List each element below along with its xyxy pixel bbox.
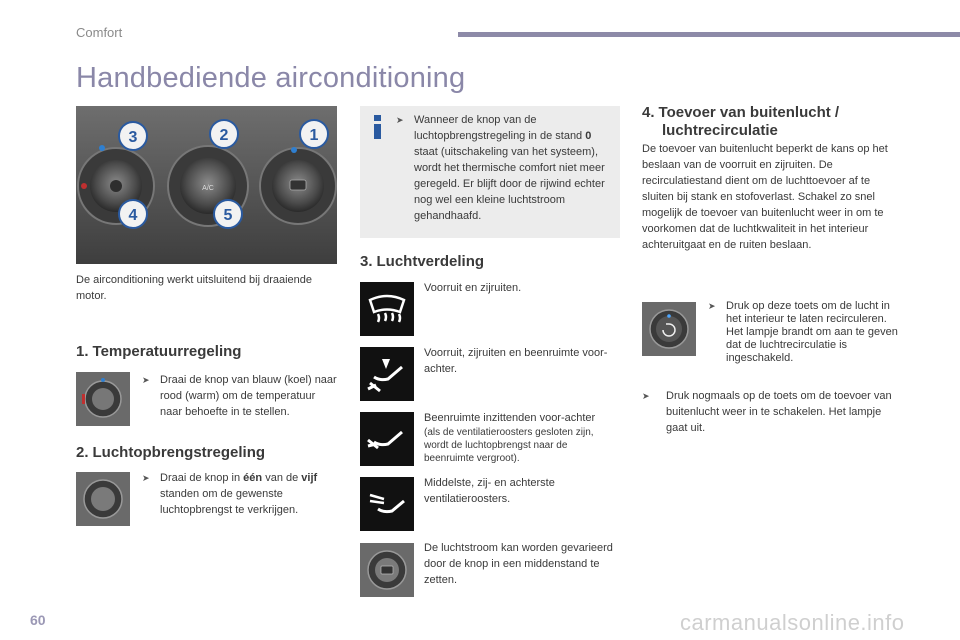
heading-recirculation bbox=[642, 104, 902, 140]
page-number: 60 bbox=[30, 612, 46, 628]
recirculation-button-thumb bbox=[642, 302, 696, 356]
svg-text:3: 3 bbox=[128, 129, 138, 146]
badge-4 bbox=[119, 200, 147, 228]
windscreen-defrost-icon bbox=[360, 282, 414, 336]
heading-blower bbox=[76, 444, 265, 461]
distribution-item-1: Voorruit en zijruiten. bbox=[424, 282, 522, 294]
heading-text: Luchtverdeling bbox=[376, 253, 485, 270]
badge-5 bbox=[214, 200, 242, 228]
svg-text:4: 4 bbox=[128, 207, 138, 224]
distribution-item-5: De luchtstroom kan worden gevarieerd door de knop in een middenstand te zetten. bbox=[424, 542, 613, 586]
bullet-temperature bbox=[142, 372, 338, 420]
feet-airflow-icon bbox=[360, 412, 414, 466]
bullet-text: Druk op deze toets om de lucht in het interieur te laten recirculeren. Het lampje brandt om aan te geven dat de luchtrecirculatie is ingeschakeld. bbox=[726, 300, 898, 364]
badge-3 bbox=[119, 122, 147, 150]
bullet-arrow-icon: ➤ bbox=[708, 301, 716, 311]
bullet-arrow-icon: ➤ bbox=[142, 375, 150, 385]
control-panel-photo bbox=[76, 106, 337, 264]
bullet-text: Draai de knop van blauw (koel) naar rood (warm) om de temperatuur naar behoefte in te stellen. bbox=[160, 374, 337, 418]
recirculation-paragraph: De toevoer van buitenlucht beperkt de kans op het beslaan van de voorruit en zijruiten. De recirculatiestand dient om de luchttoevoer af te sluiten bij stank en stofoverlast. Schakel zo snel mogelijk de toevoer van buitenlucht weer in om te voorkomen dat de luchtkwaliteit in het interieur achteruitgaat en de ruiten beslaan. bbox=[642, 143, 888, 251]
distribution-knob-icon bbox=[360, 543, 414, 597]
heading-number: 3. bbox=[360, 253, 373, 270]
windscreen-feet-icon bbox=[360, 347, 414, 401]
heading-temperature bbox=[76, 343, 241, 360]
svg-text:1: 1 bbox=[309, 127, 319, 144]
item-text: Beenruimte inzittenden voor-achter bbox=[424, 412, 596, 424]
info-icon bbox=[370, 114, 386, 140]
header-bar bbox=[458, 32, 960, 37]
item-note: (als de ventilatieroosters gesloten zijn, wordt de luchtopbrengst naar de beenruimte vergroot). bbox=[424, 427, 594, 464]
heading-number: 4. bbox=[642, 104, 655, 121]
distribution-item-4: Middelste, zij- en achterste ventilatieroosters. bbox=[424, 477, 555, 505]
watermark: carmanualsonline.info bbox=[680, 610, 905, 635]
distribution-item-3 bbox=[424, 410, 620, 465]
section-label: Comfort bbox=[76, 25, 123, 40]
heading-number: 1. bbox=[76, 343, 89, 360]
blower-knob-thumb bbox=[76, 472, 130, 526]
svg-text:2: 2 bbox=[219, 127, 229, 144]
bullet-arrow-icon: ➤ bbox=[642, 391, 650, 401]
info-text: Wanneer de knop van de luchtopbrengstregeling in de stand 0 staat (uitschakeling van het systeem), wordt het thermische comfort niet meer geregeld. Er blijft door de rijwind echter nog wel een kleine luchtstroom gehandhaafd. bbox=[414, 114, 605, 222]
bullet-recirculation-on bbox=[708, 300, 898, 365]
heading-text: Luchtopbrengstregeling bbox=[92, 444, 266, 461]
heading-text-line2: luchtrecirculatie bbox=[662, 122, 778, 139]
badge-2 bbox=[210, 120, 238, 148]
bullet-text: Druk nogmaals op de toets om de toevoer van buitenlucht weer in te schakelen. Het lampje gaat uit. bbox=[666, 390, 892, 434]
heading-number: 2. bbox=[76, 444, 89, 461]
heading-distribution bbox=[360, 253, 484, 270]
face-vents-icon bbox=[360, 477, 414, 531]
info-bullet bbox=[396, 112, 614, 224]
bullet-arrow-icon: ➤ bbox=[396, 115, 404, 125]
info-box bbox=[360, 106, 620, 238]
svg-text:5: 5 bbox=[223, 207, 233, 224]
badge-1 bbox=[300, 120, 328, 148]
heading-text: Toevoer van buitenlucht / bbox=[658, 104, 840, 121]
bullet-arrow-icon: ➤ bbox=[142, 473, 150, 483]
distribution-item-2: Voorruit, zijruiten en beenruimte voor-achter. bbox=[424, 347, 608, 375]
bullet-text: Draai de knop in één van de vijf standen om de gewenste luchtopbrengst te verkrijgen. bbox=[160, 472, 318, 516]
bullet-blower bbox=[142, 470, 338, 518]
heading-text: Temperatuurregeling bbox=[92, 343, 242, 360]
temperature-knob-thumb bbox=[76, 372, 130, 426]
page-title: Handbediende airconditioning bbox=[76, 62, 466, 94]
bullet-recirculation-off bbox=[642, 388, 904, 436]
intro-caption: De airconditioning werkt uitsluitend bij draaiende motor. bbox=[76, 274, 313, 302]
ac-label: A/C bbox=[202, 185, 214, 192]
